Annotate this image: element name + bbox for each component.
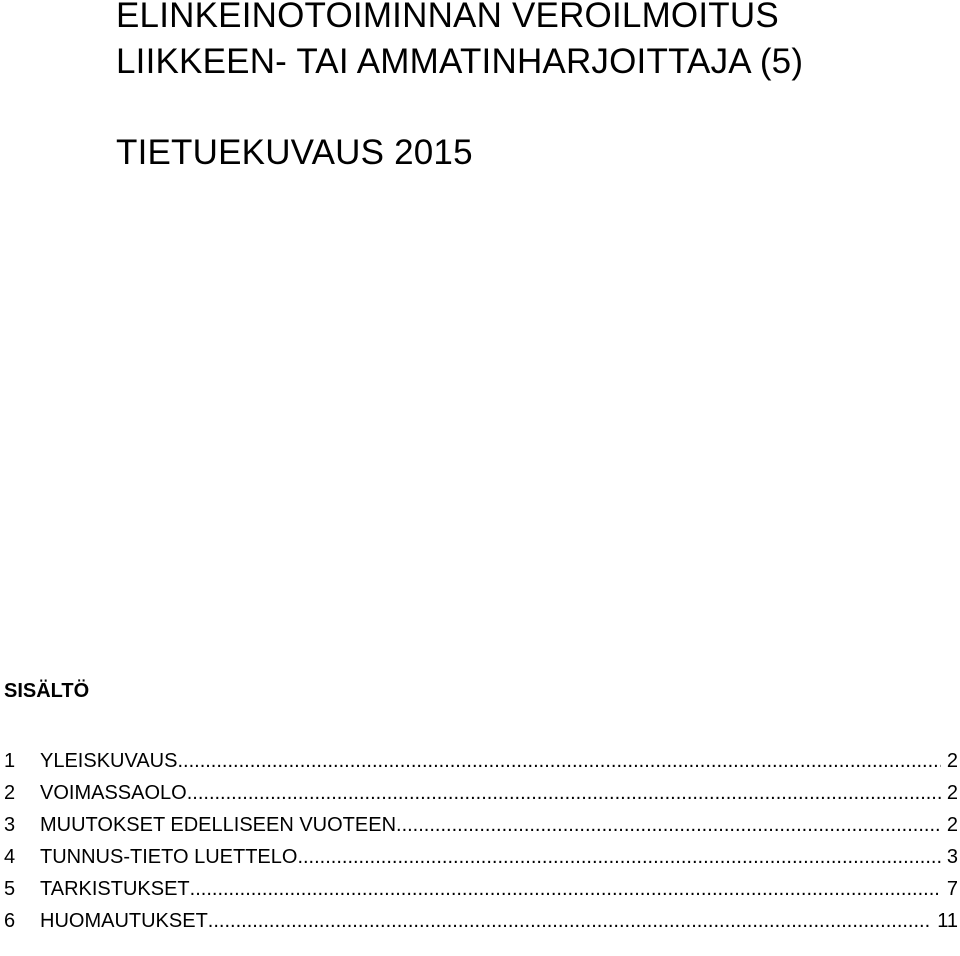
- toc-entry-number: 1: [4, 750, 16, 772]
- toc-entry-label[interactable]: HUOMAUTUKSET: [40, 910, 208, 932]
- toc-leader-dots: [208, 905, 931, 937]
- toc-entry-4[interactable]: [4, 841, 958, 873]
- toc-entry-label[interactable]: TARKISTUKSET: [40, 878, 190, 900]
- toc-entry-page[interactable]: 3: [946, 846, 958, 868]
- toc-entry-number: 5: [4, 878, 16, 900]
- toc-leader-dots: [297, 841, 940, 873]
- toc-entry-1[interactable]: [4, 745, 958, 777]
- toc-entry-number: 3: [4, 814, 16, 836]
- toc-entry-page[interactable]: 11: [937, 910, 958, 932]
- toc-entry-number: 2: [4, 782, 16, 804]
- table-of-contents: [4, 745, 958, 937]
- toc-entry-3[interactable]: [4, 809, 958, 841]
- toc-entry-6[interactable]: [4, 905, 958, 937]
- toc-entry-label[interactable]: MUUTOKSET EDELLISEEN VUOTEEN: [40, 814, 397, 836]
- document-subtitle: TIETUEKUVAUS 2015: [116, 133, 473, 172]
- toc-entry-page[interactable]: 7: [946, 878, 958, 900]
- toc-leader-dots: [187, 777, 941, 809]
- document-title-line-2: LIIKKEEN- TAI AMMATINHARJOITTAJA (5): [116, 42, 804, 81]
- toc-leader-dots: [190, 873, 941, 905]
- toc-entry-page[interactable]: 2: [946, 782, 958, 804]
- toc-entry-number: 6: [4, 910, 16, 932]
- document-title-line-1: ELINKEINOTOIMINNAN VEROILMOITUS: [116, 0, 779, 35]
- toc-entry-5[interactable]: [4, 873, 958, 905]
- toc-entry-label[interactable]: TUNNUS-TIETO LUETTELO: [40, 846, 298, 868]
- toc-leader-dots: [177, 745, 940, 777]
- toc-entry-label[interactable]: VOIMASSAOLO: [40, 782, 187, 804]
- toc-leader-dots: [396, 809, 941, 841]
- toc-entry-label[interactable]: YLEISKUVAUS: [40, 750, 178, 772]
- toc-entry-page[interactable]: 2: [946, 750, 958, 772]
- toc-entry-2[interactable]: [4, 777, 958, 809]
- toc-heading: SISÄLTÖ: [4, 680, 90, 702]
- toc-entry-number: 4: [4, 846, 16, 868]
- toc-entry-page[interactable]: 2: [946, 814, 958, 836]
